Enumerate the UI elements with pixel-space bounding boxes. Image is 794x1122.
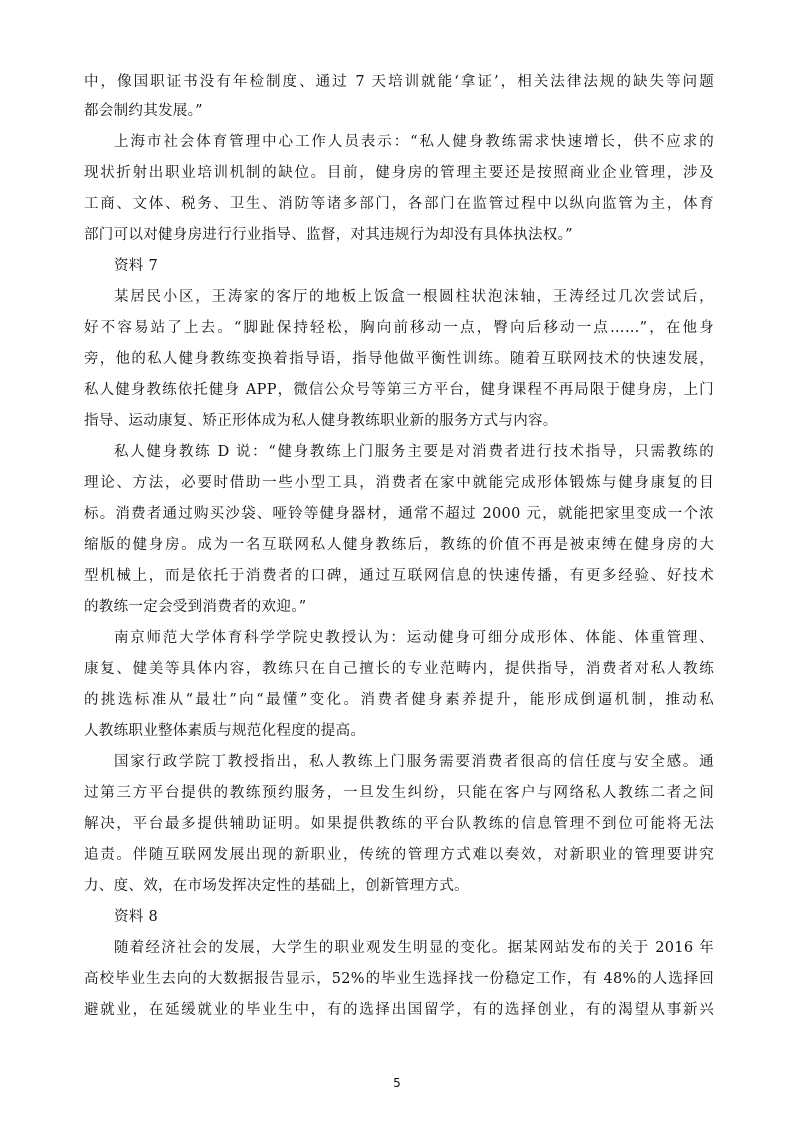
- text-line: 力、度、效，在市场发挥决定性的基础上，创新管理方式。: [84, 878, 469, 894]
- section-heading: 资料 8: [114, 909, 159, 925]
- text-line: 追责。伴随互联网发展出现的新职业，传统的管理方式难以奏效，对新职业的管理要讲究: [84, 847, 714, 863]
- text-line: 解决，平台最多提供辅助证明。如果提供教练的平台队教练的信息管理不到位可能将无法: [84, 816, 714, 832]
- text-line: 现状折射出职业培训机制的缺位。目前，健身房的管理主要还是按照商业企业管理，涉及: [84, 165, 714, 181]
- text-line: 标。消费者通过购买沙袋、哑铃等健身器材，通常不超过 2000 元，就能把家里变成一个浓: [84, 506, 714, 522]
- text-line: 随着经济社会的发展，大学生的职业观发生明显的变化。据某网站发布的关于 2016 年: [114, 940, 714, 956]
- text-line: 某居民小区，王涛家的客厅的地板上饭盒一根圆柱状泡沫轴，王涛经过几次尝试后，: [114, 289, 714, 305]
- text-line: 南京师范大学体育科学学院史教授认为：运动健身可细分成形体、体能、体重管理、: [114, 630, 714, 646]
- text-line: 私人健身教练 D 说：“健身教练上门服务主要是对消费者进行技术指导，只需教练的: [114, 444, 714, 460]
- text-line: 都会制约其发展。”: [84, 103, 203, 119]
- text-line: 私人健身教练依托健身 APP，微信公众号等第三方平台，健身课程不再局限于健身房，上门: [84, 382, 714, 398]
- text-line: 国家行政学院丁教授指出，私人教练上门服务需要消费者很高的信任度与安全感。通: [114, 754, 714, 770]
- text-line: 缩版的健身房。成为一名互联网私人健身教练后，教练的价值不再是被束缚在健身房的大: [84, 537, 714, 553]
- text-line: 高校毕业生去向的大数据报告显示，52%的毕业生选择找一份稳定工作，有 48%的人选择回: [84, 971, 714, 987]
- text-line: 型机械上，而是依托于消费者的口碑，通过互联网信息的快速传播，有更多经验、好技术: [84, 568, 714, 584]
- section-heading: 资料 7: [114, 258, 159, 274]
- text-line: 理论、方法，必要时借助一些小型工具，消费者在家中就能完成形体锻炼与健身康复的目: [84, 475, 714, 491]
- text-line: 指导、运动康复、矫正形体成为私人健身教练职业新的服务方式与内容。: [84, 413, 558, 429]
- text-line: 康复、健美等具体内容，教练只在自己擅长的专业范畴内，提供指导，消费者对私人教练: [84, 661, 714, 677]
- text-line: 好不容易站了上去。“脚趾保持轻松，胸向前移动一点，臀向后移动一点……”，在他身: [84, 320, 714, 336]
- text-line: 中，像国职证书没有年检制度、通过 7 天培训就能‘拿证’，相关法律法规的缺失等问题: [84, 74, 714, 90]
- text-line: 旁，他的私人健身教练变换着指导语，指导他做平衡性训练。随着互联网技术的快速发展，: [84, 351, 714, 367]
- page-number: 5: [393, 1076, 401, 1090]
- text-line: 过第三方平台提供的教练预约服务，一旦发生纠纷，只能在客户与网络私人教练二者之间: [84, 785, 714, 801]
- text-line: 工商、文体、税务、卫生、消防等诸多部门，各部门在监管过程中以纵向监管为主，体育: [84, 196, 714, 212]
- text-line: 的挑选标准从“最壮”向“最懂”变化。消费者健身素养提升，能形成倒逼机制，推动私: [84, 692, 714, 708]
- text-line: 人教练职业整体素质与规范化程度的提高。: [84, 723, 366, 739]
- text-line: 避就业，在延缓就业的毕业生中，有的选择出国留学，有的选择创业，有的渴望从事新兴: [84, 1002, 714, 1018]
- text-line: 部门可以对健身房进行行业指导、监督，对其违规行为却没有具体执法权。”: [84, 227, 573, 243]
- text-line: 上海市社会体育管理中心工作人员表示：“私人健身教练需求快速增长，供不应求的: [114, 134, 714, 150]
- text-line: 的教练一定会受到消费者的欢迎。”: [84, 599, 307, 615]
